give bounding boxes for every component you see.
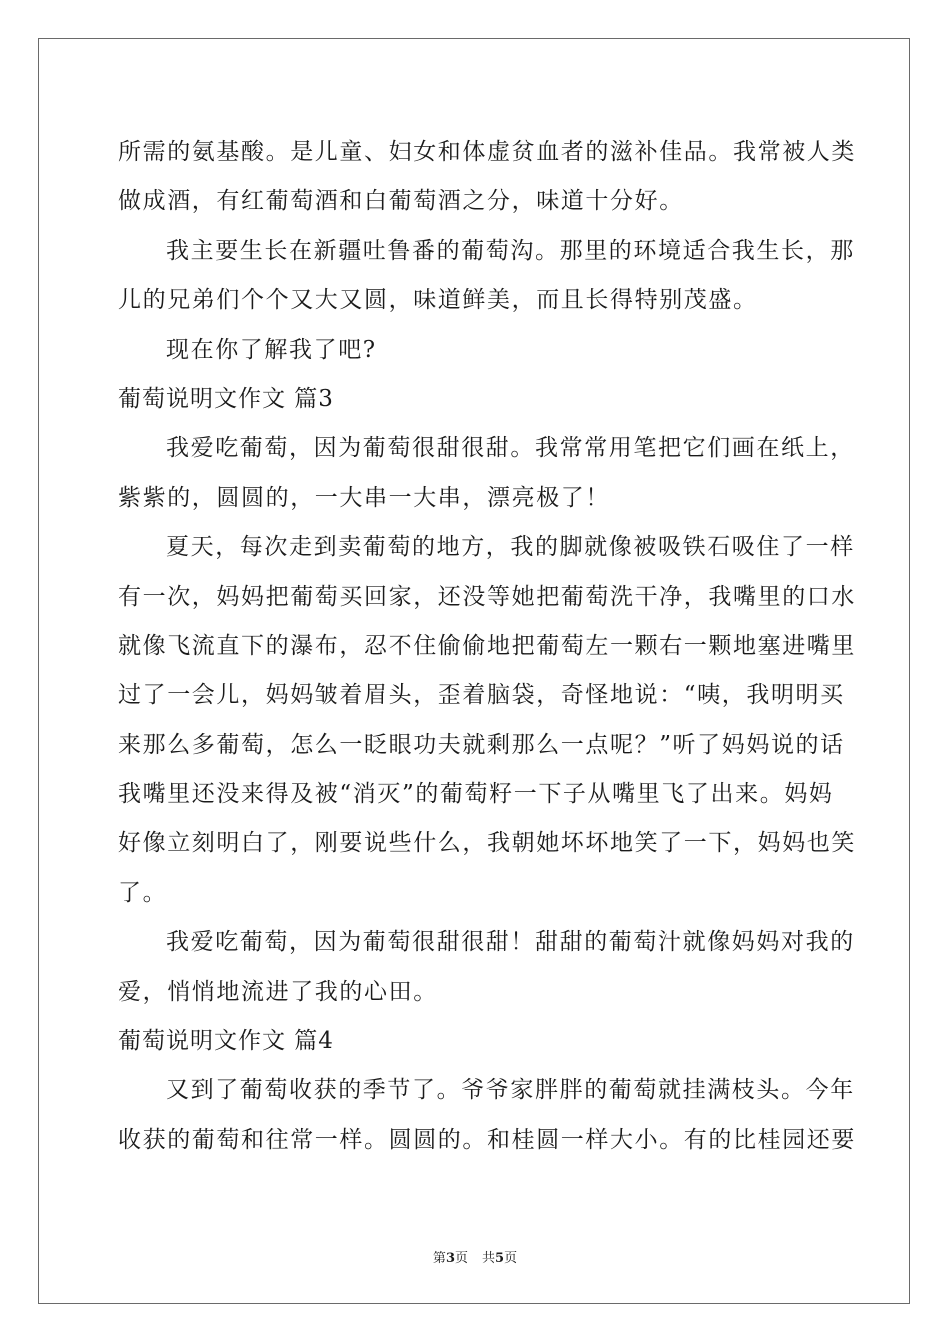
text-line: 来那么多葡萄，怎么一眨眼功夫就剩那么一点呢？”听了妈妈说的话	[118, 731, 845, 758]
footer-total-suffix: 页	[504, 1251, 518, 1266]
text-line: 现在你了解我了吧?	[166, 336, 377, 363]
text-line: 夏天，每次走到卖葡萄的地方，我的脚就像被吸铁石吸住了一样	[166, 534, 855, 561]
text-line: 儿的兄弟们个个又大又圆，味道鲜美，而且长得特别茂盛。	[118, 287, 758, 314]
section-heading: 葡萄说明文作文 篇4	[118, 1028, 334, 1055]
footer-current-page: 3	[445, 1251, 455, 1266]
text-line: 收获的葡萄和往常一样。圆圆的。和桂圆一样大小。有的比桂园还要	[118, 1126, 856, 1153]
document-body	[118, 128, 856, 1165]
text-line: 好像立刻明白了，刚要说些什么，我朝她坏坏地笑了一下，妈妈也笑	[118, 830, 856, 857]
text-line: 过了一会儿，妈妈皱着眉头，歪着脑袋，奇怪地说：“咦，我明明买	[118, 682, 845, 709]
text-line: 爱，悄悄地流进了我的心田。	[118, 978, 438, 1005]
text-line: 有一次，妈妈把葡萄买回家，还没等她把葡萄洗干净，我嘴里的口水	[118, 583, 856, 610]
footer-total-pages: 5	[495, 1251, 505, 1266]
text-line: 我嘴里还没来得及被“消灭”的葡萄籽一下子从嘴里飞了出来。妈妈	[118, 781, 834, 808]
footer-page-suffix: 页	[454, 1251, 468, 1266]
text-line: 我主要生长在新疆吐鲁番的葡萄沟。那里的环境适合我生长，那	[166, 237, 855, 264]
text-line: 我爱吃葡萄，因为葡萄很甜很甜。我常常用笔把它们画在纸上，	[166, 435, 855, 462]
text-line: 紫紫的，圆圆的，一大串一大串，漂亮极了！	[118, 484, 610, 511]
text-line: 所需的氨基酸。是儿童、妇女和体虚贫血者的滋补佳品。我常被人类	[118, 139, 856, 165]
text-line: 又到了葡萄收获的季节了。爷爷家胖胖的葡萄就挂满枝头。今年	[166, 1077, 855, 1104]
page-footer	[0, 1247, 950, 1266]
text-line: 了。	[118, 879, 168, 906]
footer-total-prefix: 共	[482, 1251, 496, 1266]
text-line: 做成酒，有红葡萄酒和白葡萄酒之分，味道十分好。	[118, 188, 684, 215]
text-line: 就像飞流直下的瀑布，忍不住偷偷地把葡萄左一颗右一颗地塞进嘴里	[118, 632, 856, 659]
text-line: 我爱吃葡萄，因为葡萄很甜很甜！甜甜的葡萄汁就像妈妈对我的	[166, 929, 855, 956]
section-heading: 葡萄说明文作文 篇3	[118, 385, 334, 412]
footer-page-prefix: 第	[432, 1251, 446, 1266]
